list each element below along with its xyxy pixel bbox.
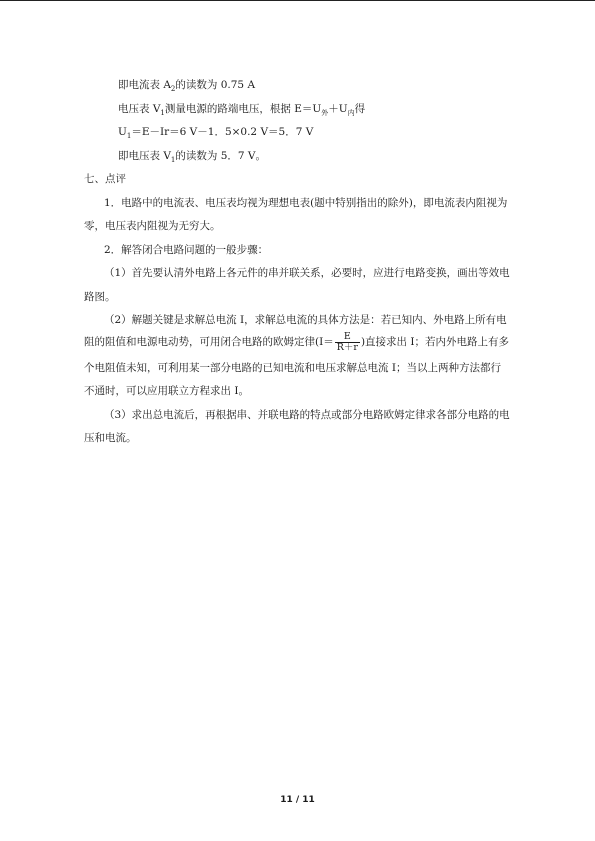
step-2-line-3: 个电阻值未知，可利用某一部分电路的已知电流和电压求解总电流 I；当以上两种方法都行 bbox=[84, 362, 501, 374]
subscript: 内 bbox=[347, 109, 355, 117]
text-run: 即电压表 V bbox=[118, 150, 171, 162]
solution-line-equation bbox=[118, 125, 313, 139]
subscript: 1 bbox=[126, 132, 132, 140]
text-run: )直接求出 I；若内外电路上有多 bbox=[360, 336, 510, 348]
step-3-line-2: 压和电流。 bbox=[84, 432, 137, 444]
solution-line-ammeter bbox=[118, 78, 255, 92]
header-rule bbox=[0, 0, 595, 1]
section-heading: 七、点评 bbox=[84, 173, 126, 185]
text-run: 电压表 V bbox=[118, 103, 161, 115]
ohm-law-fraction bbox=[335, 332, 360, 353]
text-run: 阻的阻值和电源电动势，可用闭合电路的欧姆定律(I＝ bbox=[84, 336, 334, 348]
page-number: 11 / 11 bbox=[280, 795, 315, 805]
text-run: 测量电源的路端电压，根据 E＝U bbox=[164, 103, 322, 115]
subscript: 1 bbox=[170, 156, 176, 164]
text-run: 的读数为 0.75 A bbox=[175, 79, 256, 91]
text-run: U bbox=[118, 126, 127, 138]
review-point-1-line-2: 零，电压表内阻视为无穷大。 bbox=[84, 220, 221, 232]
step-2-line-1: （2）解题关键是求解总电流 I，求解总电流的具体方法是：若已知内、外电路上所有电 bbox=[104, 314, 507, 326]
review-point-1-line-1: 1．电路中的电流表、电压表均视为理想电表(题中特别指出的除外)，即电流表内阻视为 bbox=[104, 197, 508, 209]
text-run: ＝E－Ir＝6 V－1．5×0.2 V＝5．7 V bbox=[131, 126, 314, 138]
text-run: 即电流表 A bbox=[118, 79, 171, 91]
text-run: 的读数为 5．7 V。 bbox=[175, 150, 267, 162]
text-run: ＋U bbox=[328, 103, 348, 115]
step-1-line-1: （1）首先要认清外电路上各元件的串并联关系，必要时，应进行电路变换，画出等效电 bbox=[104, 267, 510, 279]
subscript: 外 bbox=[321, 109, 329, 117]
subscript: 1 bbox=[160, 109, 165, 117]
step-1-line-2: 路图。 bbox=[84, 291, 116, 303]
step-2-line-4: 不通时，可以应用联立方程求出 I。 bbox=[84, 385, 249, 397]
solution-line-voltmeter-measure bbox=[118, 102, 365, 116]
text-run: 得 bbox=[354, 103, 366, 115]
review-point-2: 2．解答闭合电路问题的一般步骤： bbox=[104, 244, 269, 256]
subscript: 2 bbox=[170, 85, 176, 93]
fraction-denominator: R＋r bbox=[336, 341, 358, 353]
fraction-numerator: E bbox=[335, 332, 360, 343]
step-3-line-1: （3）求出总电流后，再根据串、并联电路的特点或部分电路欧姆定律求各部分电路的电 bbox=[104, 409, 510, 421]
solution-line-voltmeter-reading bbox=[118, 149, 266, 163]
step-2-line-2 bbox=[84, 330, 509, 354]
